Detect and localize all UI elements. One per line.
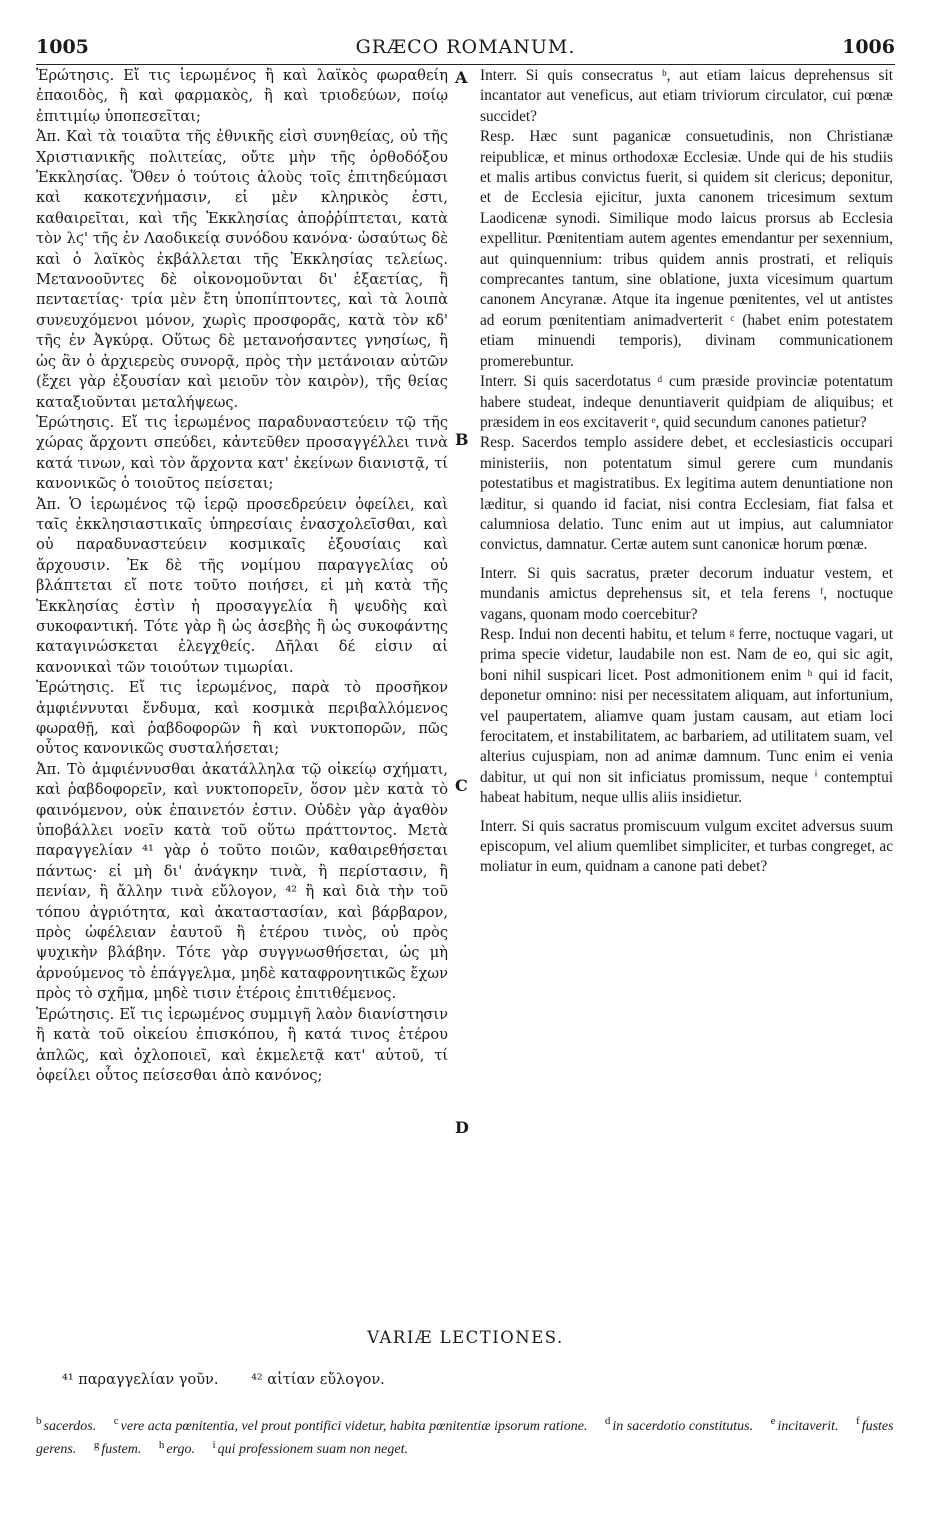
greek-question-2: Ἐρώτησις. Εἴ τις ἱερωμένος παραδυναστεύειν τῷ τῆς χώρας ἄρχοντι σπεύδει, κἀντεῦθεν προσαγγέλλει τινὰ κατά τινων, καὶ τὸν ἄρχοντα κατ' ἐκείνων διανιστᾷ, τί κανονικῶς ὁ τοιοῦτος πείσεται; <box>36 413 448 493</box>
variant-reading: ⁴² αἰτίαν εὔλογον. <box>251 1372 385 1388</box>
latin-column <box>480 66 893 878</box>
latin-answer-2: Resp. Sacerdos templo assidere debet, et ecclesiasticis occupari ministeriis, non potentatum simul gerere cum mundanis potestatibus et magistratibus. Ex legitima autem denuntiatione non læditur, si quando id faciat, nisi contra Ecclesiam, fiat falsa et calumniosa delatio. Tunc enim aut ut impius, aut calumniator convictus, damnatur. Certæ autem sunt canonicæ horum pœnæ. <box>480 434 893 554</box>
variant-reading: ⁴¹ παραγγελίαν γοῦν. <box>62 1372 219 1388</box>
footnote: $^c$ vere acta pœnitentia, vel prout pontifici videtur, habita pœnitentiæ ipsorum ratione. <box>113 1415 588 1434</box>
greek-question-3: Ἐρώτησις. Εἴ τις ἱερωμένος, παρὰ τὸ προσῆκον ἀμφιέννυται ἔνδυμα, καὶ κοσμικὰ περιβαλλόμενος φωραθῇ, καὶ ῥαβδοφορῶν ἢ καὶ νυκτοπορῶν, πῶς οὗτος κανονικῶς συσταλήσεται; <box>36 679 448 758</box>
column-gap <box>480 809 893 817</box>
variae-lectiones-list <box>62 1372 413 1388</box>
greek-question-4: Ἐρώτησις. Εἴ τις ἱερωμένος συμμιγῆ λαὸν διανίστησιν ἢ κατὰ τοῦ οἰκείου ἐπισκόπου, ἢ κατά τινος ἑτέρου ἁπλῶς, καὶ ὀχλοποιεῖ, καὶ ἐκμελετᾷ κατ' αὐτοῦ, τί ὀφείλει οὗτος πείσεσθαι ἀπὸ κανόνος; <box>36 1005 448 1084</box>
margin-letter-d: D <box>455 1118 469 1137</box>
column-gap <box>480 556 893 564</box>
latin-answer-1: Resp. Hæc sunt paganicæ consuetudinis, non Christianæ reipublicæ, et minus orthodoxæ Ecclesiæ. Unde qui de his studiis et malis artibus convictus fuerit, si quidem sit clericus; deponitur, et de Ecclesia ejicitur, juxta canonem tricesimum sextum Laodicenæ synodi. Similique modo laicus prorsus ab Ecclesia expellitur. Pœnitentiam autem agentes emendantur per sexennium, aut quinquennium: tribus quidem annis prostrati, et reliquis comprecantes tantum, sine oblatione, juxta vicesimum quartum canonem Ancyranæ. Atque ita ingenue pœnitentes, vel ut antistes ad eorum pœnitentiam animadverterit ᶜ (habet enim potestatem etiam minuendi temporis), divinam communicationem promerebuntur. <box>480 128 893 370</box>
latin-question-4: Interr. Si quis sacratus promiscuum vulgum excitet adversus suum episcopum, vel alium quemlibet simpliciter, et turbas congreget, ac moliatur in eum, quidnam a canone pati debet? <box>480 817 893 876</box>
footnote: $^g$ fustem. <box>93 1438 142 1458</box>
footnote: $^e$ incitaverit. <box>770 1415 839 1434</box>
footnote: $^f$ fustes gerens. <box>36 1415 894 1458</box>
variae-lectiones-title: VARIÆ LECTIONES. <box>367 1328 564 1347</box>
greek-answer-2: Ἀπ. Ὁ ἱερωμένος τῷ ἱερῷ προσεδρεύειν ὀφείλει, καὶ ταῖς ἐκκλησιαστικαῖς ὑπηρεσίαις ἐνασχολεῖσθαι, καὶ οὐ παραδυναστεύειν κοσμικαῖς ἐξουσίαις καὶ ἄρχουσιν. Ἐκ δὲ τῆς νομίμου παραγγελίας οὐ βλάπτεται εἴ ποτε τοῦτο ποιήσει, εἰ μὴ κατὰ τῆς Ἐκκλησίας ἐστὶν ἡ προσαγγελία ἢ ψευδὴς καὶ συκοφαντική. Τότε γὰρ ἢ ὡς ἀσεβὴς ἢ ὡς συκοφάντης καταγινώσκεται ἐλεγχθείς. Δῆλαι δέ εἰσιν αἱ κανονικαὶ τῶν τοιούτων τιμωρίαι. <box>36 495 448 676</box>
footnote: $^d$ in sacerdotio constitutus. <box>604 1415 754 1434</box>
greek-answer-1: Ἀπ. Καὶ τὰ τοιαῦτα τῆς ἐθνικῆς εἰσὶ συνηθείας, οὐ τῆς Χριστιανικῆς πολιτείας, οὔτε μὴν τῆς ὀρθοδόξου Ἐκκλησίας. Ὅθεν ὁ τούτοις ἁλοὺς τοῖς ἐπιτηδεύμασι καὶ κακοτεχνήμασιν, εἰ μὲν κληρικὸς ἐστι, καθαιρεῖται, καὶ τῆς Ἐκκλησίας ἀποῤῥίπτεται, κατὰ τὸν λϛ' τῆς ἐν Λαοδικείᾳ συνόδου κανόνα· ὡσαύτως δὲ καὶ ὁ λαϊκὸς ἐκβάλλεται τῆς Ἐκκλησίας τελείως. Μετανοοῦντες δὲ οἰκονομοῦνται δι' ἑξαετίας, ἢ πενταετίας· τρία μὲν ἔτη ὑποπίπτοντες, καὶ τὰ λοιπὰ συνευχόμενοι μόνον, χωρὶς προσφορᾶς, κατὰ τὸν κδ' τῆς ἐν Ἀγκύρᾳ. Οὕτως δὲ μετανοήσαντες γνησίως, ἢ ὡς ἂν ὁ ἀρχιερεὺς συνορᾷ, πρὸς τὴν μετάνοιαν αὐτῶν (ἔχει γὰρ ἐξουσίαν καὶ μειοῦν τὸν καιρὸν), τῆς θείας καταξιοῦνται μεταλήψεως. <box>36 128 448 411</box>
greek-question-1: Ἐρώτησις. Εἴ τις ἱερωμένος ἢ καὶ λαϊκὸς φωραθείη ἐπαοιδὸς, ἢ καὶ φαρμακὸς, ἢ καὶ τριοδεύων, ποίῳ ἐπιτιμίῳ ὑποπεσεῖται; <box>36 67 448 125</box>
page-number-left: 1005 <box>36 36 89 58</box>
latin-question-2: Interr. Si quis sacerdotatus ᵈ cum præside provinciæ potentatum habere studeat, indeque denuntiaverit quidpiam de aliquibus; et præsidem in eos excitaverit ᵉ, quid secundum canones patietur? <box>480 373 893 431</box>
running-title: GRÆCO ROMANUM. <box>355 36 576 58</box>
greek-column <box>36 66 448 1086</box>
margin-letter-a: A <box>455 68 468 87</box>
margin-letter-c: C <box>455 776 468 795</box>
latin-answer-3: Resp. Indui non decenti habitu, et telum ᵍ ferre, noctuque vagari, ut prima specie videtur, laudabile non est. Nam de eo, qui sic agit, boni nihil suspicari licet. Post admonitionem enim ʰ qui id facit, deponetur omnino: nisi per necessitatem aliquam, aut infortunium, vel paupertatem, aliamve quam justam causam, aut etiam loci ferocitatem, et instabilitatem, ac barbariem, ad utilitatem suam, vel alterius cujuspiam, non ad animæ damnum. Tunc enim ei venia dabitur, ut qui non sit inficiatus promissum, neque ⁱ contemptui habeat habitum, neque ullis aliis insidietur. <box>480 625 893 807</box>
page-header <box>36 36 895 65</box>
footnote: $^h$ ergo. <box>158 1438 196 1458</box>
greek-answer-3: Ἀπ. Τὸ ἀμφιέννυσθαι ἀκατάλληλα τῷ οἰκείῳ σχήματι, καὶ ῥαβδοφορεῖν, καὶ νυκτοπορεῖν, ὅσον μὲν κατὰ τὸ φαινόμενον, οὐκ ἐπαινετόν ἐστιν. Οὐδὲν γὰρ ἀγαθὸν ὑποβάλλει νοεῖν κατὰ τοῦ οὕτω πράττοντος. Μετὰ παραγγελίαν ⁴¹ γὰρ ὁ τοῦτο ποιῶν, καθαιρεθήσεται πάντως· εἰ μὴ δι' ἀνάγκην τινὰ, ἢ περίστασιν, ἢ πενίαν, ἢ ἄλλην τινὰ εὔλογον, ⁴² ἢ καὶ διὰ τὴν τοῦ τόπου ἀγριότητα, καὶ ἀκαταστασίαν, καὶ βάρβαρον, πρὸς ὠφέλειαν ἑαυτοῦ ἢ ἑτέρου τινὸς, οὐ πρὸς ψυχικὴν βλάβην. Τότε γὰρ συγγνωσθήσεται, ὡς μὴ ἀρνούμενος τὸ ἐπάγγελμα, μηδὲ καταφρονητικῶς ἔχων πρὸς τὸ σχῆμα, μηδὲ τισιν ἑτέροις ἐπιτιθέμενος. <box>36 760 448 1003</box>
footnotes <box>36 1412 895 1459</box>
footnote: $^b$ sacerdos. <box>36 1415 97 1434</box>
latin-question-1: Interr. Si quis consecratus ᵇ, aut etiam laicus deprehensus sit incantator aut veneficus, aut etiam triviorum circulator, cui pœnæ succidet? <box>480 67 893 125</box>
page-number-right: 1006 <box>842 36 895 58</box>
margin-letter-b: B <box>455 430 469 449</box>
footnote: $^i$ qui professionem suam non neget. <box>212 1438 409 1458</box>
latin-question-3: Interr. Si quis sacratus, præter decorum induatur vestem, et mundanis amictus deprehensus sit, et tela ferens ᶠ, noctuque vagans, quonam modo coercebitur? <box>480 564 893 623</box>
